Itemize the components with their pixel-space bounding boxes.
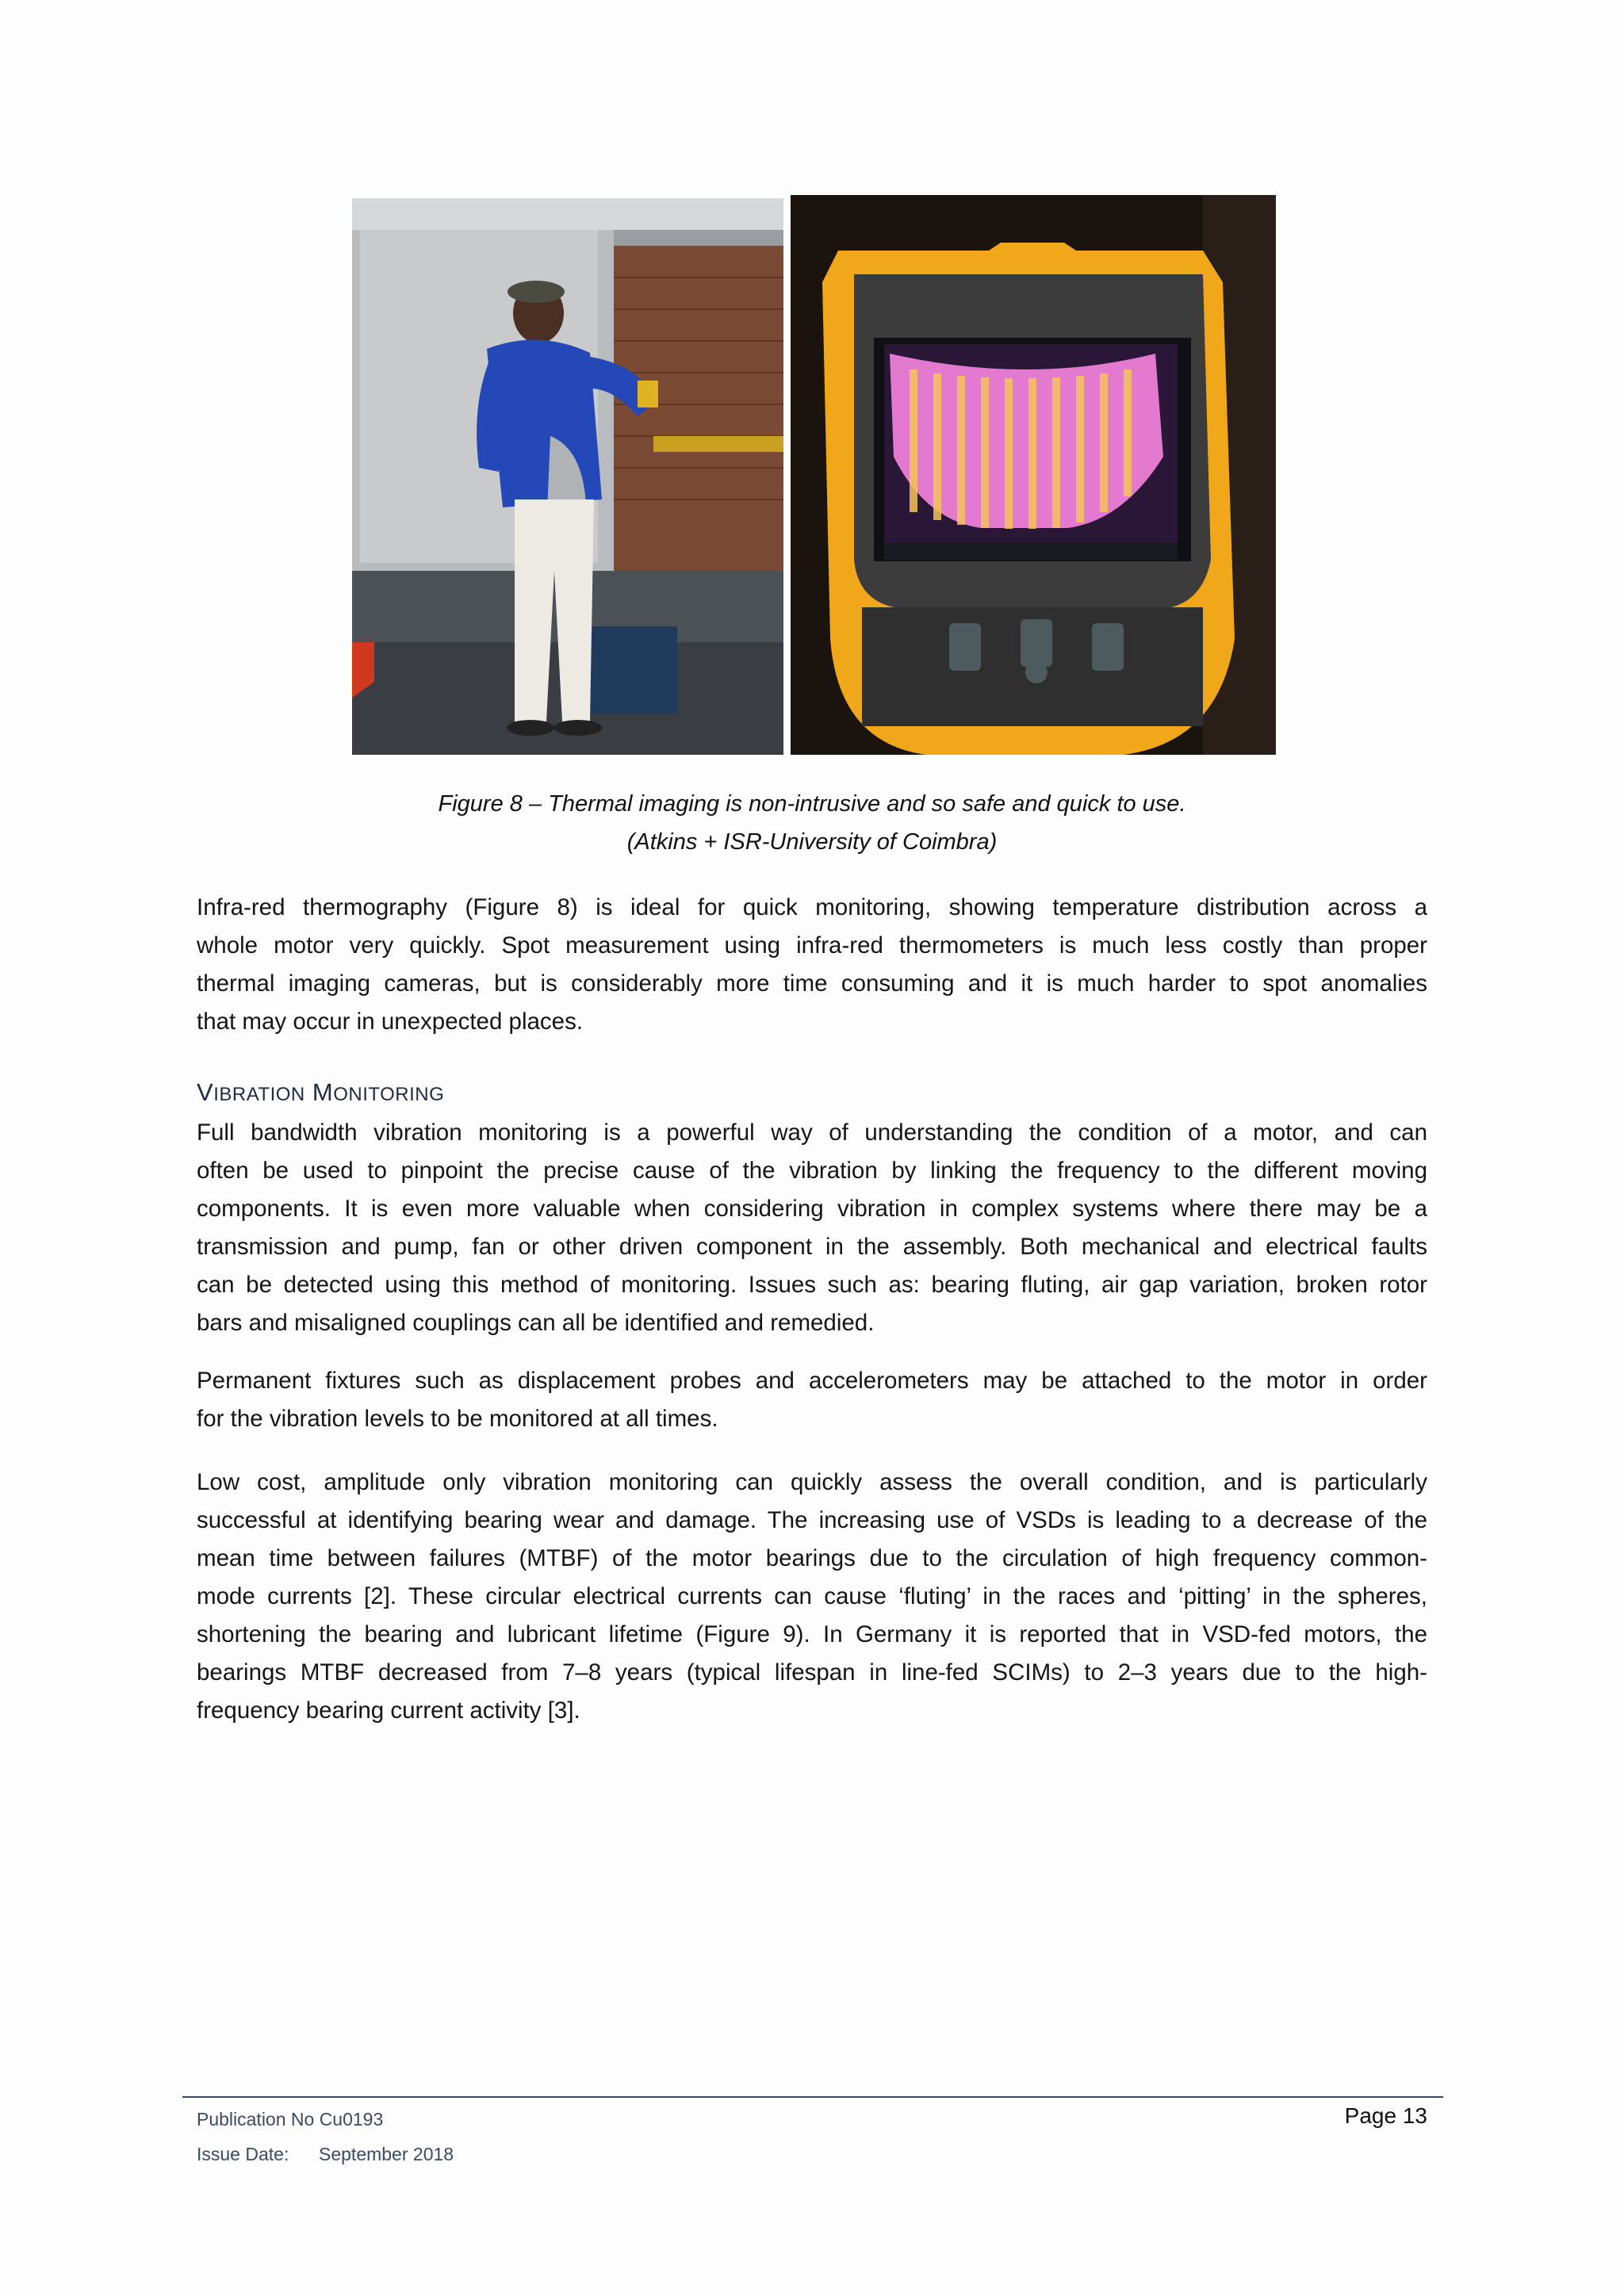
text-line: whole motor very quickly. Spot measurement using infra-red thermometers is much less costly than proper [197,932,1427,959]
text-line: transmission and pump, fan or other driven component in the assembly. Both mechanical and electrical faults [197,1234,1427,1260]
heading-rest: IBRATION [213,1084,305,1105]
text-line: Full bandwidth vibration monitoring is a powerful way of understanding the condition of a motor, and can [197,1119,1427,1146]
technician-photo-drawing [352,198,783,755]
thermal-camera-photo [791,195,1276,755]
footer-divider [182,2096,1443,2098]
text-line: often be used to pinpoint the precise cause of the vibration by linking the frequency to the different moving [197,1158,1427,1184]
publication-number: Publication No Cu0193 [197,2109,384,2130]
paragraph-vibration [197,1114,1427,1342]
text-line: bearings MTBF decreased from 7–8 years (typical lifespan in line-fed SCIMs) to 2–3 years due to the high- [197,1659,1427,1686]
heading-initial: M [312,1078,334,1106]
text-line: mode currents [2]. These circular electrical currents can cause ‘fluting’ in the races and ‘pitting’ in the spheres, [197,1583,1427,1609]
figure-caption-source: (Atkins + ISR-University of Coimbra) [626,829,998,855]
text-line: components. It is even more valuable when considering vibration in complex systems where there may be a [197,1196,1427,1222]
text-line: bars and misaligned couplings can all be identified and remedied. [197,1310,875,1336]
text-line: shortening the bearing and lubricant lifetime (Figure 9). In Germany it is reported that in VSD-fed motors, the [197,1621,1427,1647]
text-line: Infra-red thermography (Figure 8) is ideal for quick monitoring, showing temperature distribution across a [197,894,1427,920]
text-line: Low cost, amplitude only vibration monitoring can quickly assess the overall condition, and is particularly [197,1469,1427,1495]
text-line: mean time between failures (MTBF) of the motor bearings due to the circulation of high frequency common- [197,1545,1427,1571]
section-heading [197,1073,444,1114]
heading-initial: V [197,1078,214,1106]
heading-rest: ONITORING [333,1084,445,1105]
paragraph-thermography [197,889,1427,1041]
text-line: frequency bearing current activity [3]. [197,1697,580,1724]
thermal-camera-drawing [791,195,1276,755]
paragraph-low-cost [197,1464,1427,1730]
issue-date-label: Issue Date: [197,2144,289,2164]
technician-photo [352,198,783,755]
issue-date-value: September 2018 [319,2144,454,2164]
page-number: Page 13 [1344,2103,1427,2128]
text-line: that may occur in unexpected places. [197,1008,584,1035]
text-line: thermal imaging cameras, but is considerably more time consuming and it is much harder to spot anomalies [197,970,1427,997]
figure-caption: Figure 8 – Thermal imaging is non-intrusive and so safe and quick to use. [438,791,1186,817]
text-line: Permanent fixtures such as displacement probes and accelerometers may be attached to the motor in order [197,1368,1427,1394]
text-line: for the vibration levels to be monitored at all times. [197,1406,718,1432]
paragraph-fixtures [197,1362,1427,1438]
text-line: successful at identifying bearing wear and damage. The increasing use of VSDs is leading to a decrease of the [197,1507,1427,1533]
text-line: can be detected using this method of monitoring. Issues such as: bearing fluting, air gap variation, broken rotor [197,1272,1427,1298]
